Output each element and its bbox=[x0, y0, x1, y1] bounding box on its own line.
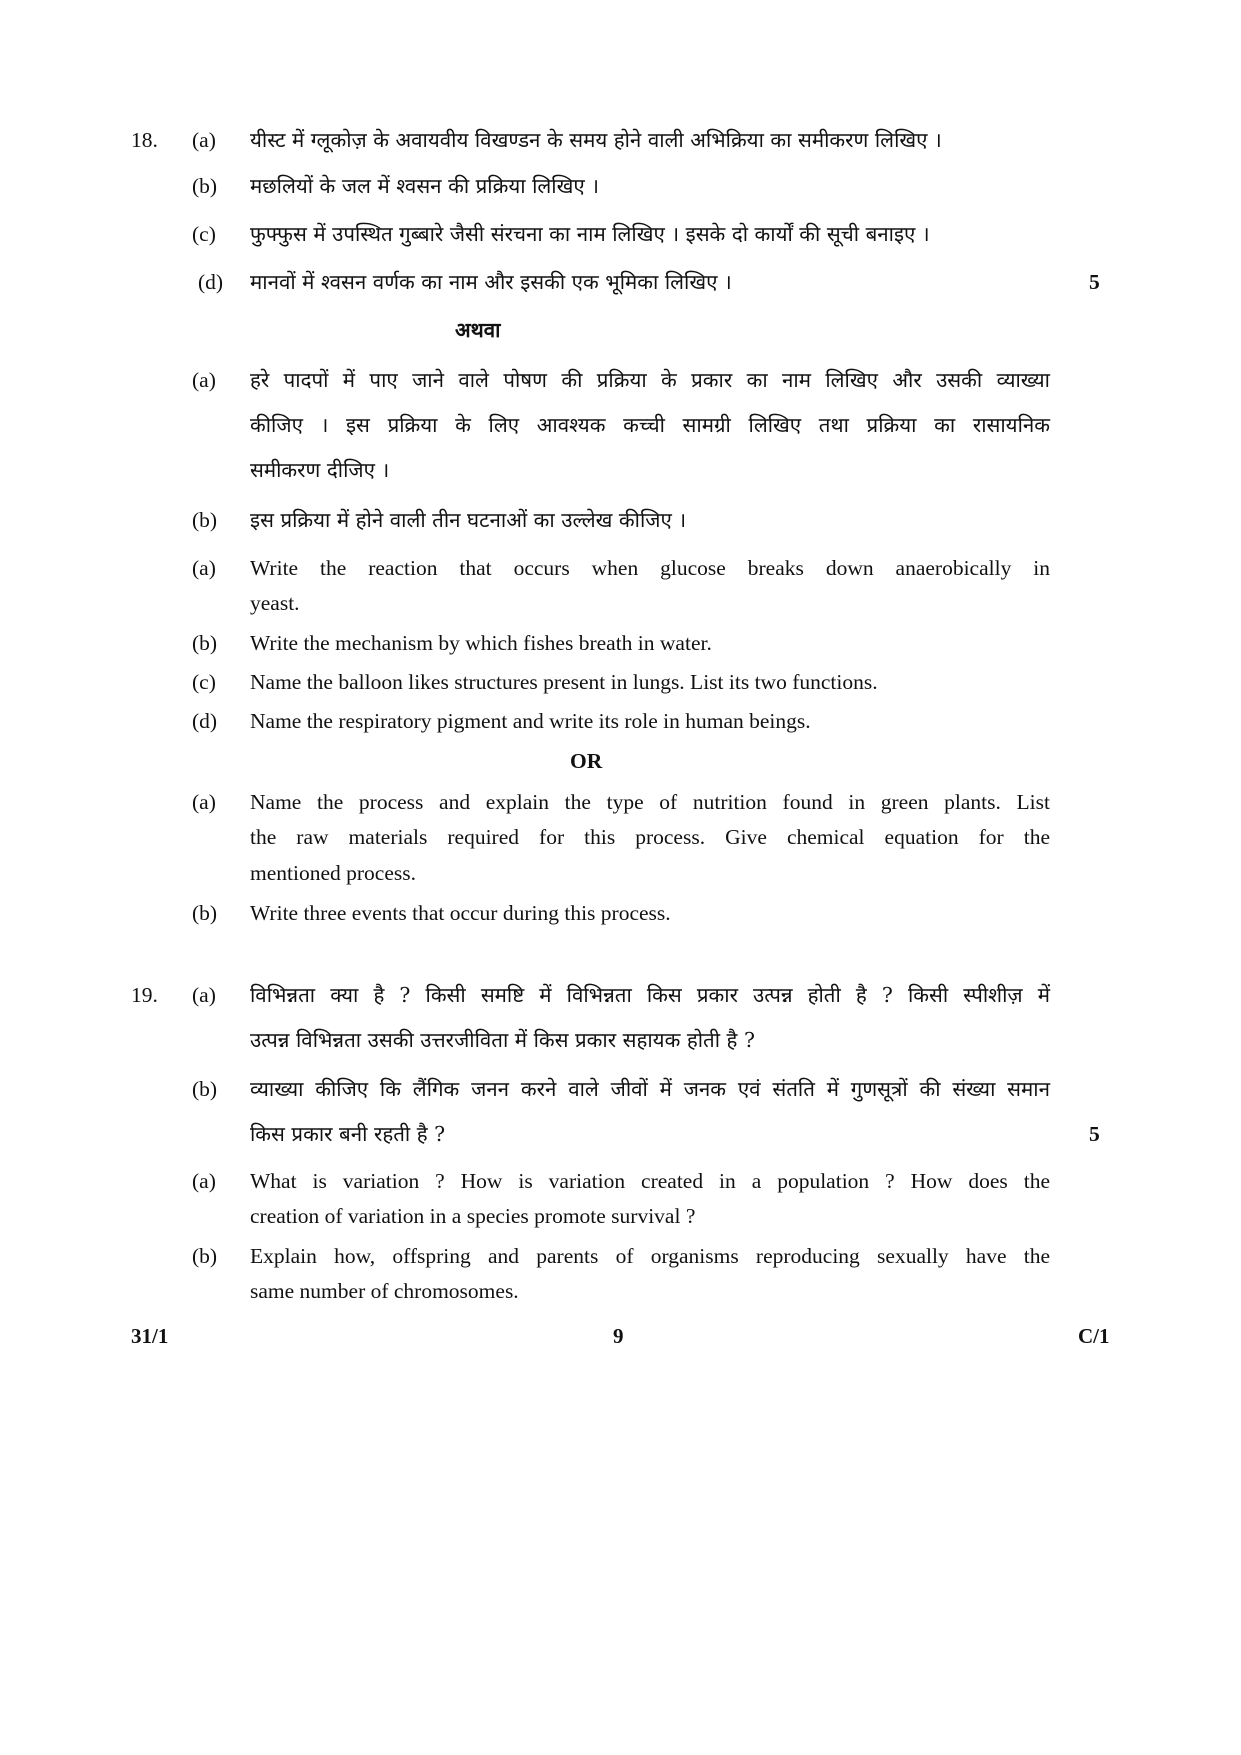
q18-en-b-label: (b) bbox=[192, 631, 218, 655]
q18-en-c-label: (c) bbox=[192, 670, 216, 694]
q18-en-c-text: Name the balloon likes structures present in lungs. List its two functions. bbox=[250, 670, 878, 694]
q18-hi-a-text: यीस्ट में ग्लूकोज़ के अवायवीय विखण्डन के समय होने वाली अभिक्रिया का समीकरण लिखिए । bbox=[250, 128, 942, 152]
q18-en-alt-b-text: Write three events that occur during this process. bbox=[250, 901, 671, 925]
q18-en-alt-a-line3: mentioned process. bbox=[250, 861, 416, 885]
q18-en-b-text: Write the mechanism by which fishes breath in water. bbox=[250, 631, 712, 655]
q18-hi-c-text: फुफ्फुस में उपस्थित गुब्बारे जैसी संरचना का नाम लिखिए । इसके दो कार्यों की सूची बनाइए । bbox=[250, 222, 930, 246]
q18-hi-c-label: (c) bbox=[192, 222, 216, 246]
q19-marks: 5 bbox=[1089, 1122, 1100, 1146]
q18-en-d-label: (d) bbox=[192, 709, 218, 733]
q19-hi-a-label: (a) bbox=[192, 983, 216, 1007]
q18-hi-alt-a-line3: समीकरण दीजिए । bbox=[250, 458, 390, 482]
q19-hi-a-line2: उत्पन्न विभिन्नता उसकी उत्तरजीविता में किस प्रकार सहायक होती है ? bbox=[250, 1028, 755, 1052]
q19-number: 19. bbox=[131, 983, 158, 1007]
q19-en-b-line2: same number of chromosomes. bbox=[250, 1279, 519, 1303]
q18-hi-b-text: मछलियों के जल में श्वसन की प्रक्रिया लिखिए । bbox=[250, 174, 599, 198]
q19-hi-b-line2: किस प्रकार बनी रहती है ? bbox=[250, 1122, 446, 1146]
q18-hi-alt-b-label: (b) bbox=[192, 508, 218, 532]
q19-hi-a-line1: विभिन्नता क्या है ? किसी समष्टि में विभिन्नता किस प्रकार उत्पन्न होती है ? किसी स्पीशीज़ में bbox=[250, 983, 1050, 1007]
q18-en-alt-a-label: (a) bbox=[192, 790, 216, 814]
q18-en-d-text: Name the respiratory pigment and write its role in human beings. bbox=[250, 709, 811, 733]
q19-en-b-line1: Explain how, offspring and parents of organisms reproducing sexually have the bbox=[250, 1244, 1050, 1268]
q18-en-alt-a-line2: the raw materials required for this process. Give chemical equation for the bbox=[250, 825, 1050, 849]
q19-en-a-line1: What is variation ? How is variation created in a population ? How does the bbox=[250, 1169, 1050, 1193]
set-code: C/1 bbox=[1078, 1324, 1110, 1348]
q19-en-a-label: (a) bbox=[192, 1169, 216, 1193]
paper-code: 31/1 bbox=[131, 1324, 169, 1348]
q18-number: 18. bbox=[131, 128, 158, 152]
q18-hi-a-label: (a) bbox=[192, 128, 216, 152]
q19-hi-b-label: (b) bbox=[192, 1077, 218, 1101]
q19-hi-b-line1: व्याख्या कीजिए कि लैंगिक जनन करने वाले जीवों में जनक एवं संतति में गुणसूत्रों की संख्या समान bbox=[250, 1077, 1050, 1101]
q18-en-alt-a-line1: Name the process and explain the type of nutrition found in green plants. List bbox=[250, 790, 1050, 814]
q18-hi-d-text: मानवों में श्वसन वर्णक का नाम और इसकी एक भूमिका लिखिए । bbox=[250, 270, 732, 294]
q18-english-or: OR bbox=[570, 749, 603, 773]
q18-hi-alt-b-text: इस प्रक्रिया में होने वाली तीन घटनाओं का उल्लेख कीजिए । bbox=[250, 508, 687, 532]
q18-en-a-line2: yeast. bbox=[250, 591, 300, 615]
q18-en-alt-b-label: (b) bbox=[192, 901, 218, 925]
q18-hi-alt-a-line2: कीजिए । इस प्रक्रिया के लिए आवश्यक कच्ची सामग्री लिखिए तथा प्रक्रिया का रासायनिक bbox=[250, 413, 1050, 437]
q18-marks: 5 bbox=[1089, 270, 1100, 294]
q18-hindi-or: अथवा bbox=[455, 318, 501, 342]
q18-hi-b-label: (b) bbox=[192, 174, 218, 198]
q18-en-a-label: (a) bbox=[192, 556, 216, 580]
q18-en-a-line1: Write the reaction that occurs when glucose breaks down anaerobically in bbox=[250, 556, 1050, 580]
q18-hi-d-label: (d) bbox=[198, 270, 224, 294]
page-number: 9 bbox=[613, 1324, 624, 1348]
q18-hi-alt-a-label: (a) bbox=[192, 368, 216, 392]
q18-hi-alt-a-line1: हरे पादपों में पाए जाने वाले पोषण की प्रक्रिया के प्रकार का नाम लिखिए और उसकी व्याख्या bbox=[250, 368, 1050, 392]
q19-en-b-label: (b) bbox=[192, 1244, 218, 1268]
q19-en-a-line2: creation of variation in a species promote survival ? bbox=[250, 1204, 696, 1228]
